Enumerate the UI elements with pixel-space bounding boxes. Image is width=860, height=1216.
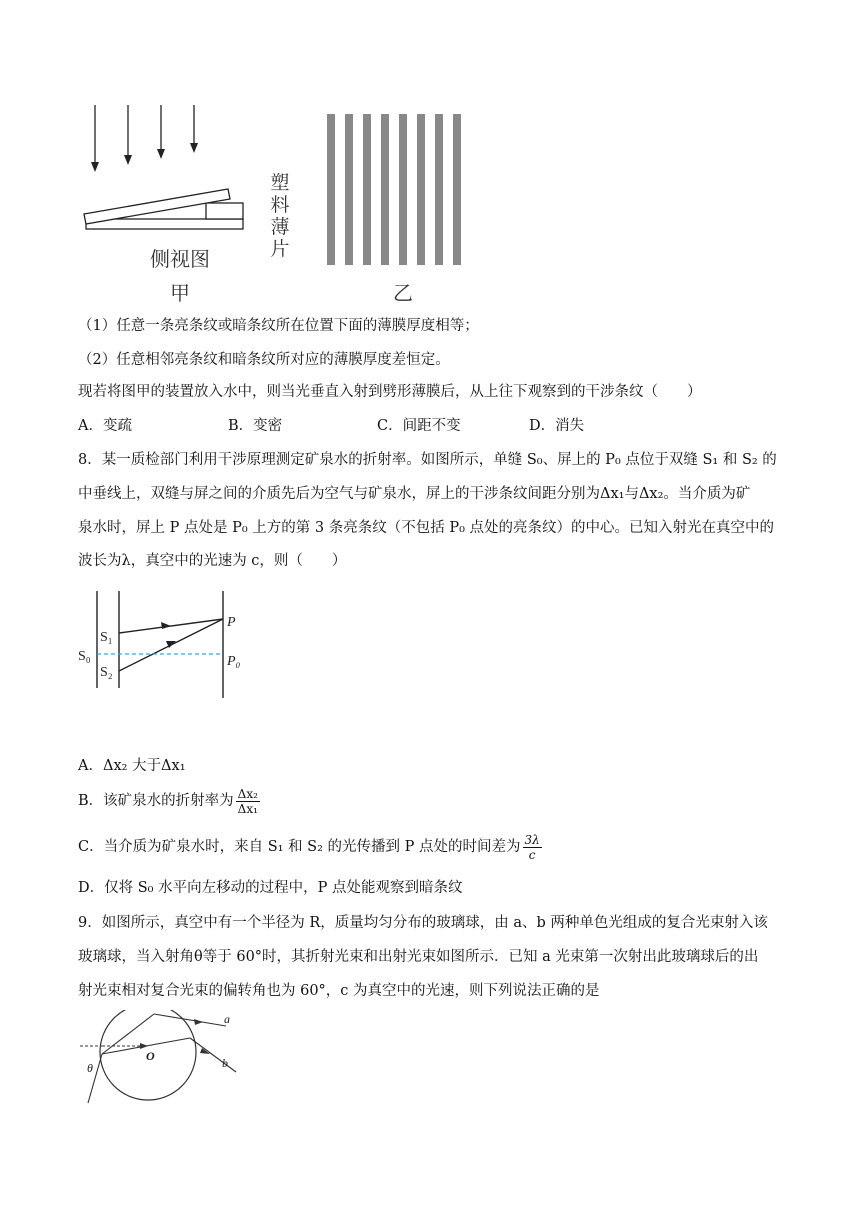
figure-yi xyxy=(320,110,480,310)
stripe xyxy=(363,114,371,265)
q8-option-d: D．仅将 S₀ 水平向左移动的过程中，P 点处能观察到暗条纹 xyxy=(78,880,463,896)
q8-stem-line2: 中垂线上，双缝与屏之间的介质先后为空气与矿泉水，屏上的干涉条纹间距分别为Δx₁与Δx₂。当介质为矿 xyxy=(78,486,751,502)
q8-stem-line1: 8．某一质检部门利用干涉原理测定矿泉水的折射率。如图所示，单缝 S₀、屏上的 P₀ 点位于双缝 S₁ 和 S₂ 的 xyxy=(78,452,777,468)
stripe xyxy=(381,114,389,265)
fraction-numerator: 3λ xyxy=(524,832,540,847)
label-theta: θ xyxy=(87,1061,93,1075)
q7-option-a: A．变疏 xyxy=(78,418,132,434)
label-s2: S₂ xyxy=(100,665,113,680)
q8-option-c-fraction xyxy=(523,833,542,862)
label-b: b xyxy=(222,1056,228,1070)
stripe xyxy=(327,114,335,265)
q7-options xyxy=(78,416,584,436)
fraction-denominator: c xyxy=(528,847,536,862)
label-s1: S₁ xyxy=(100,630,113,645)
plastic-sheet-label xyxy=(268,172,292,260)
label-o: O xyxy=(146,1049,155,1063)
q8-stem-line4: 波长为λ，真空中的光速为 c，则（ ） xyxy=(78,553,347,569)
glass-sphere-figure xyxy=(78,1010,248,1110)
q7-option-b: B．变密 xyxy=(228,418,283,434)
fraction-numerator: Δx₂ xyxy=(237,786,258,801)
figure-label-yi: 乙 xyxy=(393,281,413,305)
stripe xyxy=(417,114,425,265)
q7-item1: （1）任意一条亮条纹或暗条纹所在位置下面的薄膜厚度相等； xyxy=(78,318,479,334)
q8-stem-line3: 泉水时，屏上 P 点处是 P₀ 上方的第 3 条亮条纹（不包括 P₀ 点处的亮条纹）的中心。已知入射光在真空中的 xyxy=(78,520,774,536)
stripe xyxy=(453,114,461,265)
q8-option-b-fraction xyxy=(236,787,260,816)
q8-option-c xyxy=(78,830,542,864)
q7-option-c: C．间距不变 xyxy=(377,418,461,434)
q8-option-c-text: C．当介质为矿泉水时，来自 S₁ 和 S₂ 的光传播到 P 点处的时间差为 xyxy=(78,839,521,855)
stripe xyxy=(345,114,353,265)
q8-option-a: A．Δx₂ 大于Δx₁ xyxy=(78,758,186,774)
label-s0: S₀ xyxy=(78,649,91,664)
figure-label-jia: 甲 xyxy=(170,281,190,305)
stripe xyxy=(435,114,443,265)
fraction-denominator: Δx₁ xyxy=(237,801,258,816)
q9-stem-line3: 射光束相对复合光束的偏转角也为 60°，c 为真空中的光速，则下列说法正确的是 xyxy=(78,983,600,999)
q7-stem: 现若将图甲的装置放入水中，则当光垂直入射到劈形薄膜后，从上往下观察到的干涉条纹（ ） xyxy=(78,384,702,400)
label-p: P xyxy=(227,615,236,630)
label-a: a xyxy=(224,1012,230,1026)
q7-item2: （2）任意相邻亮条纹和暗条纹所对应的薄膜厚度差恒定。 xyxy=(78,352,450,368)
vertical-char: 片 xyxy=(270,238,290,260)
q9-stem-line1: 9．如图所示，真空中有一个半径为 R，质量均匀分布的玻璃球，由 a、b 两种单色光组成的复合光束射入该 xyxy=(78,915,768,931)
q7-option-d: D．消失 xyxy=(529,418,585,434)
double-slit-figure xyxy=(75,588,255,698)
label-p0: P₀ xyxy=(227,654,241,669)
vertical-char: 薄 xyxy=(270,216,290,238)
vertical-char: 料 xyxy=(270,194,290,216)
figure-jia xyxy=(80,100,250,310)
q8-option-b-text: B．该矿泉水的折射率为 xyxy=(78,793,234,809)
q9-stem-line2: 玻璃球，当入射角θ等于 60°时，其折射光束和出射光束如图所示．已知 a 光束第一次射出此玻璃球后的出 xyxy=(78,949,759,965)
vertical-char: 塑 xyxy=(270,172,290,194)
stripe xyxy=(399,114,407,265)
q8-option-b xyxy=(78,784,260,818)
side-view-caption: 侧视图 xyxy=(150,247,210,271)
